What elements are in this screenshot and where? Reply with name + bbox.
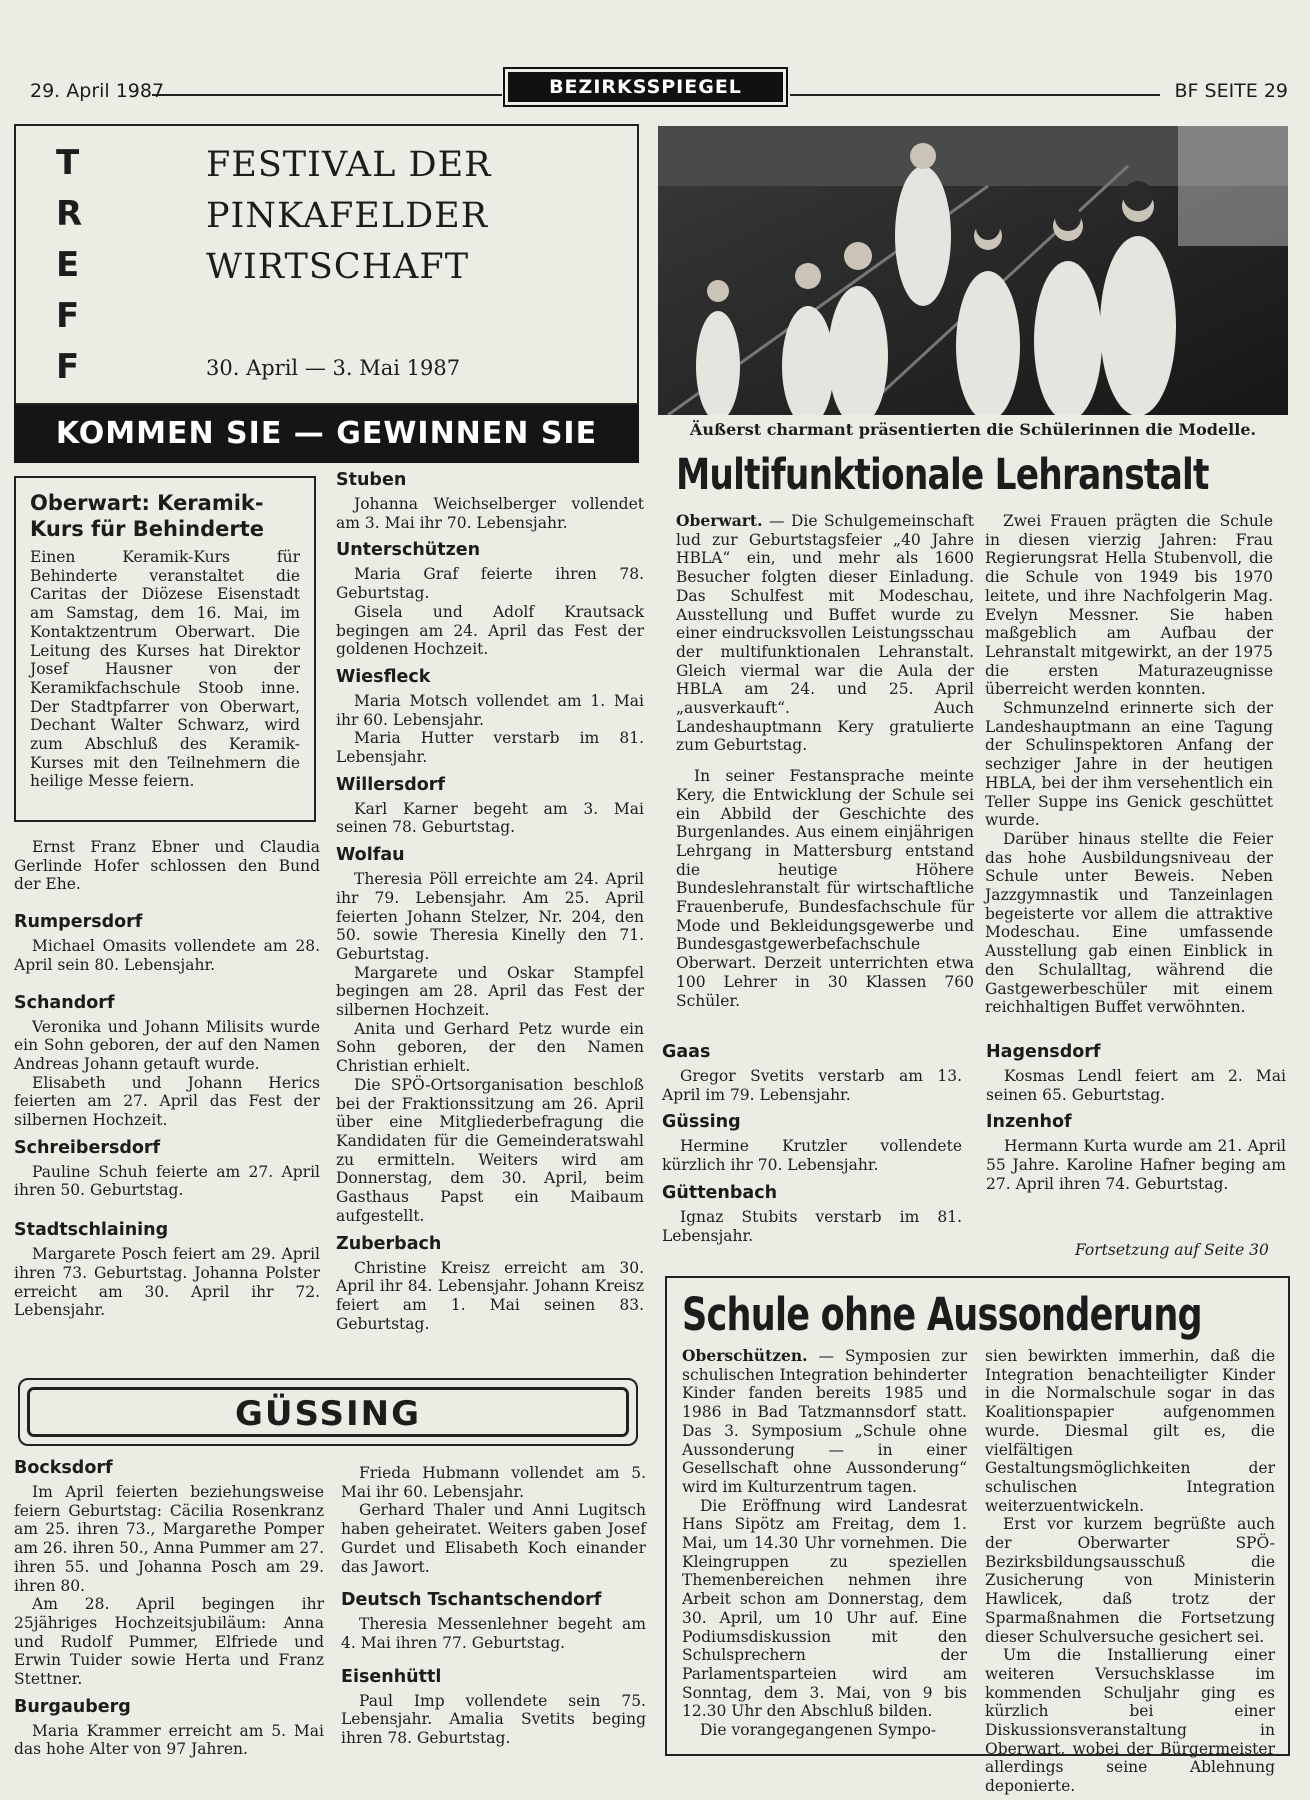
news-para: Maria Krammer erreicht am 5. Mai das hohe Alter von 97 Jahren. xyxy=(14,1721,324,1759)
news-para: Margarete und Oskar Stampfel begingen am 28. April das Fest der silbernen Hochzeit. xyxy=(336,963,644,1020)
news-para: Margarete Posch feiert am 29. April ihren 73. Geburtstag. Johanna Polster erreicht am 30. April ihr 72. Lebensjahr. xyxy=(14,1245,320,1320)
news-para: Im April feierten beziehungsweise feiern Geburtstag: Cäcilia Rosenkranz am 25. ihren 73., Margarethe Pomper am 26. ihren 50., Anna Pummer am 27. ihren 55. und Johanna Posch am 29. ihren 80. xyxy=(14,1483,324,1595)
photo-caption: Äußerst charmant präsentierten die Schülerinnen die Modelle. xyxy=(689,420,1257,439)
place-heading: Bocksdorf xyxy=(14,1458,113,1478)
continued-note: Fortsetzung auf Seite 30 xyxy=(1075,1241,1269,1259)
news-para: Anita und Gerhard Petz wurde ein Sohn geboren, der den Namen Christian erhielt. xyxy=(336,1019,644,1076)
news-para: Theresia Pöll erreichte am 24. April ihr 79. Lebensjahr. Am 25. April feierten Johann Stelzer, Nr. 204, den 50. sowie Theresia Kinelly den 71. Geburtstag. xyxy=(336,870,644,963)
multi-column-b xyxy=(985,512,1273,1017)
intro-para: Ernst Franz Ebner und Claudia Gerlinde Hofer schlossen den Bund der Ehe. xyxy=(14,838,320,894)
schule-headline: Schule ohne Aussonderung xyxy=(682,1288,1202,1341)
fashion-show-photo xyxy=(658,126,1288,415)
multi-para: Zwei Frauen prägten die Schule in diesen vierzig Jahren: Frau Regierungsrat Hella Stubenvoll, die die Schule von 1949 bis 1970 leitete, und ihre Nachfolgerin Mag. Evelyn Messner. Sie haben maßgeblich am Aufbau der Lehranstalt mitgewirkt, an der 1975 die ersten Maturazeugnisse überreicht werden konnten. xyxy=(985,512,1273,699)
news-para: Die SPÖ-Ortsorganisation beschloß bei der Fraktionssitzung am 26. April über eine Mitgliederbefragung die Kandidaten für die Gemeinderatswahl zu ermitteln. Weiters wird am Donnerstag, dem 30. April, beim Gasthaus Papst ein Maibaum aufgestellt. xyxy=(336,1075,644,1225)
local-news-column-4 xyxy=(986,1042,1286,1194)
news-para: Johanna Weichselberger vollendet am 3. Mai ihr 70. Lebensjahr. xyxy=(336,495,644,532)
news-para: Theresia Messenlehner begeht am 4. Mai ihren 77. Geburtstag. xyxy=(341,1615,646,1652)
guessing-title: GÜSSING xyxy=(27,1387,629,1437)
multi-para: Schmunzelnd erinnerte sich der Landeshauptmann an eine Tagung der Schulinspektoren Anfang der sechziger Jahre in der heutigen HBLA, bei der ihm versehentlich ein Teller Suppe ins Genick geschüttet wurde. xyxy=(985,699,1273,830)
news-para: Elisabeth und Johann Herics feierten am 27. April das Fest der silbernen Hochzeit. xyxy=(14,1073,320,1130)
schule-para: Oberschützen. — Symposien zur schulischen Integration behinderter Kinder fanden bereits 1985 und 1986 in Bad Tatzmannsdorf statt. Das 3. Symposium „Schule ohne Aussonderung — in einer Gesellschaft ohne Aussonderung“ wird im Kulturzentrum tagen. xyxy=(682,1346,967,1496)
place-heading: Gaas xyxy=(662,1042,711,1062)
place-heading: Unterschützen xyxy=(336,540,481,561)
treff-vertical-letters xyxy=(56,138,106,393)
schule-para: Die vorangegangenen Sympo- xyxy=(700,1721,937,1740)
festival-title-line: FESTIVAL DER xyxy=(206,145,492,185)
news-para: Michael Omasits vollendete am 28. April sein 80. Lebensjahr. xyxy=(14,937,320,974)
news-para: Gregor Svetits verstarb am 13. April im 79. Lebensjahr. xyxy=(662,1067,962,1104)
header-rule-right xyxy=(790,94,1160,96)
schule-para: sien bewirkten immerhin, daß die Integration benachteiligter Kinder in die Normalschule sogar in das Koalitionspapier aufgenommen wurde. Diesmal gilt es, die vielfältigen Gestaltungsmöglichkeiten der schulischen Integration weiterzuentwickeln. xyxy=(985,1347,1275,1515)
news-para: Maria Graf feierte ihren 78. Geburtstag. xyxy=(336,565,644,603)
festival-title-line: WIRTSCHAFT xyxy=(206,247,470,287)
news-para: Pauline Schuh feierte am 27. April ihren 50. Geburtstag. xyxy=(14,1162,320,1200)
news-para: Gisela und Adolf Krautsack begingen am 24. April das Fest der goldenen Hochzeit. xyxy=(336,602,644,659)
multi-para: Darüber hinaus stellte die Feier das hohe Ausbildungsniveau der Schule unter Beweis. Neben Jazzgymnastik und Tanzeinlagen begeisterte vor allem die attraktive Modeschau. Eine umfassende Ausstellung gab einen Einblick in den Schulalltag, während die Gastgewerbeschüler mit einem reichhaltigen Buffet verwöhnten. xyxy=(985,829,1273,1017)
place-heading: Willersdorf xyxy=(336,774,446,795)
place-heading: Hagensdorf xyxy=(986,1042,1101,1062)
multi-headline: Multifunktionale Lehranstalt xyxy=(676,450,1209,500)
news-para: Ignaz Stubits verstarb im 81. Lebensjahr. xyxy=(662,1207,962,1245)
schule-para: Die Eröffnung wird Landesrat Hans Sipötz am Freitag, dem 1. Mai, um 14.30 Uhr vornehmen. Die Kleingruppen zu speziellen Themenbereichen nehmen ihre Arbeit schon am Donnerstag, dem 30. April, um 10 Uhr auf. Eine Podiumsdiskussion mit den Schulsprechern der Parlamentsparteien wird am Sonntag, dem 3. Mai, von 9 bis 12.30 Uhr den Abschluß bilden. xyxy=(682,1496,967,1721)
multi-dateline: Oberwart. xyxy=(676,511,763,530)
place-heading: Burgauberg xyxy=(14,1696,131,1717)
place-heading: Schreibersdorf xyxy=(14,1137,161,1158)
news-para: Maria Motsch vollendet am 1. Mai ihr 60. Lebensjahr. xyxy=(336,691,644,729)
place-heading: Inzenhof xyxy=(986,1112,1072,1133)
festival-title xyxy=(206,140,492,293)
place-heading: Güttenbach xyxy=(662,1182,778,1203)
place-heading: Güssing xyxy=(662,1112,741,1133)
festival-title-line: PINKAFELDER xyxy=(206,196,489,236)
treff-letter: F xyxy=(56,347,80,387)
festival-dates: 30. April — 3. Mai 1987 xyxy=(206,356,461,380)
treff-letter: R xyxy=(56,194,83,234)
ad-banner: KOMMEN SIE — GEWINNEN SIE xyxy=(14,405,639,463)
place-heading: Zuberbach xyxy=(336,1233,442,1254)
news-para: Paul Imp vollendete sein 75. Lebensjahr. Amalia Svetits beging ihren 78. Geburtstag. xyxy=(341,1691,646,1748)
local-news-column-2 xyxy=(336,470,644,1333)
local-news-column-3 xyxy=(662,1042,962,1245)
schule-para: Um die Installierung einer weiteren Versuchsklasse im kommenden Schuljahr ging es kürzlich bei einer Diskussionsveranstaltung in Oberwart, wobei der Bürgermeister allerdings seine Ablehnung deponierte. xyxy=(985,1646,1275,1796)
place-heading: Rumpersdorf xyxy=(14,912,143,933)
guessing-banner xyxy=(18,1378,638,1446)
news-para: Gerhard Thaler und Anni Lugitsch haben geheiratet. Weiters gaben Josef Gurdet und Elisabeth Koch einander das Jawort. xyxy=(341,1501,646,1576)
header-rule-left xyxy=(152,94,502,96)
photo-illustration xyxy=(658,126,1288,415)
news-para: Kosmas Lendl feiert am 2. Mai seinen 65. Geburtstag. xyxy=(986,1067,1286,1104)
treff-letter: F xyxy=(56,296,80,336)
news-para: Karl Karner begeht am 3. Mai seinen 78. Geburtstag. xyxy=(336,799,644,837)
schule-column-a xyxy=(682,1347,967,1740)
multi-para: In seiner Festansprache meinte Kery, die Entwicklung der Schule sei ein Abbild der Geschichte des Burgenlandes. Aus einem einjährigen Lehrgang in Mattersburg entstand die heutige Höhere Bundeslehranstalt für wirtschaftliche Frauenberufe, Bundesfachschule für Mode und Bekleidungsgewerbe und Bundesgastgewerbefachschule Oberwart. Derzeit unterrichten etwa 100 Lehrer in 30 Klassen 760 Schüler. xyxy=(676,767,974,1010)
place-heading: Stuben xyxy=(336,470,407,490)
news-para: Hermine Krutzler vollendete kürzlich ihr 70. Lebensjahr. xyxy=(662,1137,962,1175)
guessing-column-a xyxy=(14,1458,324,1759)
news-para: Am 28. April begingen ihr 25jähriges Hochzeitsjubiläum: Anna und Rudolf Pummer, Elfriede und Erwin Tuider sowie Herta und Franz Stettner. xyxy=(14,1595,324,1689)
issue-date: 29. April 1987 xyxy=(30,80,165,102)
place-heading: Wolfau xyxy=(336,845,405,866)
section-label: BEZIRKSSPIEGEL xyxy=(508,72,783,102)
schule-para: Erst vor kurzem begrüßte auch der Oberwarter SPÖ-Bezirksbildungsausschuß die Zusicherung von Ministerin Hawlicek, daß trotz der Sparmaßnahmen die Fortsetzung dieser Schulversuche gesichert sei. xyxy=(985,1515,1275,1646)
schule-column-b xyxy=(985,1347,1275,1796)
multi-para: Oberwart. — Die Schulgemeinschaft lud zur Geburtstagsfeier „40 Jahre HBLA“ ein, und mehr als 1600 Besucher folgten dieser Einladung. Das Schulfest mit Modeschau, Ausstellung und Buffet wurde zu einer eindrucksvollen Leistungsschau der multifunktionalen Lehranstalt. Gleich viermal war die Aula der HBLA am 24. und 25. April „ausverkauft“. Auch Landeshauptmann Kery gratulierte zum Geburtstag. xyxy=(676,511,974,755)
place-heading: Eisenhüttl xyxy=(341,1666,442,1687)
news-para: Hermann Kurta wurde am 21. April 55 Jahre. Karoline Hafner beging am 27. April ihren 74. Geburtstag. xyxy=(986,1137,1286,1193)
treff-letter: T xyxy=(56,143,80,183)
news-para: Frieda Hubmann vollendet am 5. Mai ihr 60. Lebensjahr. xyxy=(341,1464,646,1501)
place-heading: Deutsch Tschantschendorf xyxy=(341,1590,602,1611)
keramik-text: Einen Keramik-Kurs für Behinderte veranstaltet die Caritas der Diözese Eisenstadt am Samstag, dem 16. Mai, im Kontaktzentrum Oberwart. Die Leitung des Kurses hat Direktor Josef Hausner von der Keramikfachschule Stoob inne. Der Stadtpfarrer von Oberwart, Dechant Walter Schwarz, wird zum Abschluß des Keramik-Kurses mit den Teilnehmern die heilige Messe feiern. xyxy=(30,548,300,791)
news-para: Christine Kreisz erreicht am 30. April ihr 84. Lebensjahr. Johann Kreisz feiert am 1. Mai seinen 83. Geburtstag. xyxy=(336,1258,644,1333)
multi-column-a xyxy=(676,512,974,1010)
treff-letter: E xyxy=(56,245,80,285)
place-heading: Wiesfleck xyxy=(336,666,431,687)
place-heading: Stadtschlaining xyxy=(14,1220,169,1241)
news-para: Veronika und Johann Milisits wurde ein Sohn geboren, der auf den Namen Andreas Johann getauft wurde. xyxy=(14,1017,320,1073)
news-para: Maria Hutter verstarb im 81. Lebensjahr. xyxy=(336,729,644,767)
page-number: BF SEITE 29 xyxy=(1174,80,1288,102)
local-news-column-1 xyxy=(14,838,320,1320)
guessing-column-b xyxy=(341,1464,646,1748)
place-heading: Schandorf xyxy=(14,992,115,1013)
keramik-box xyxy=(14,476,316,822)
keramik-title: Oberwart: Keramik-Kurs für Behinderte xyxy=(30,491,265,541)
schule-dateline: Oberschützen. xyxy=(682,1346,808,1365)
